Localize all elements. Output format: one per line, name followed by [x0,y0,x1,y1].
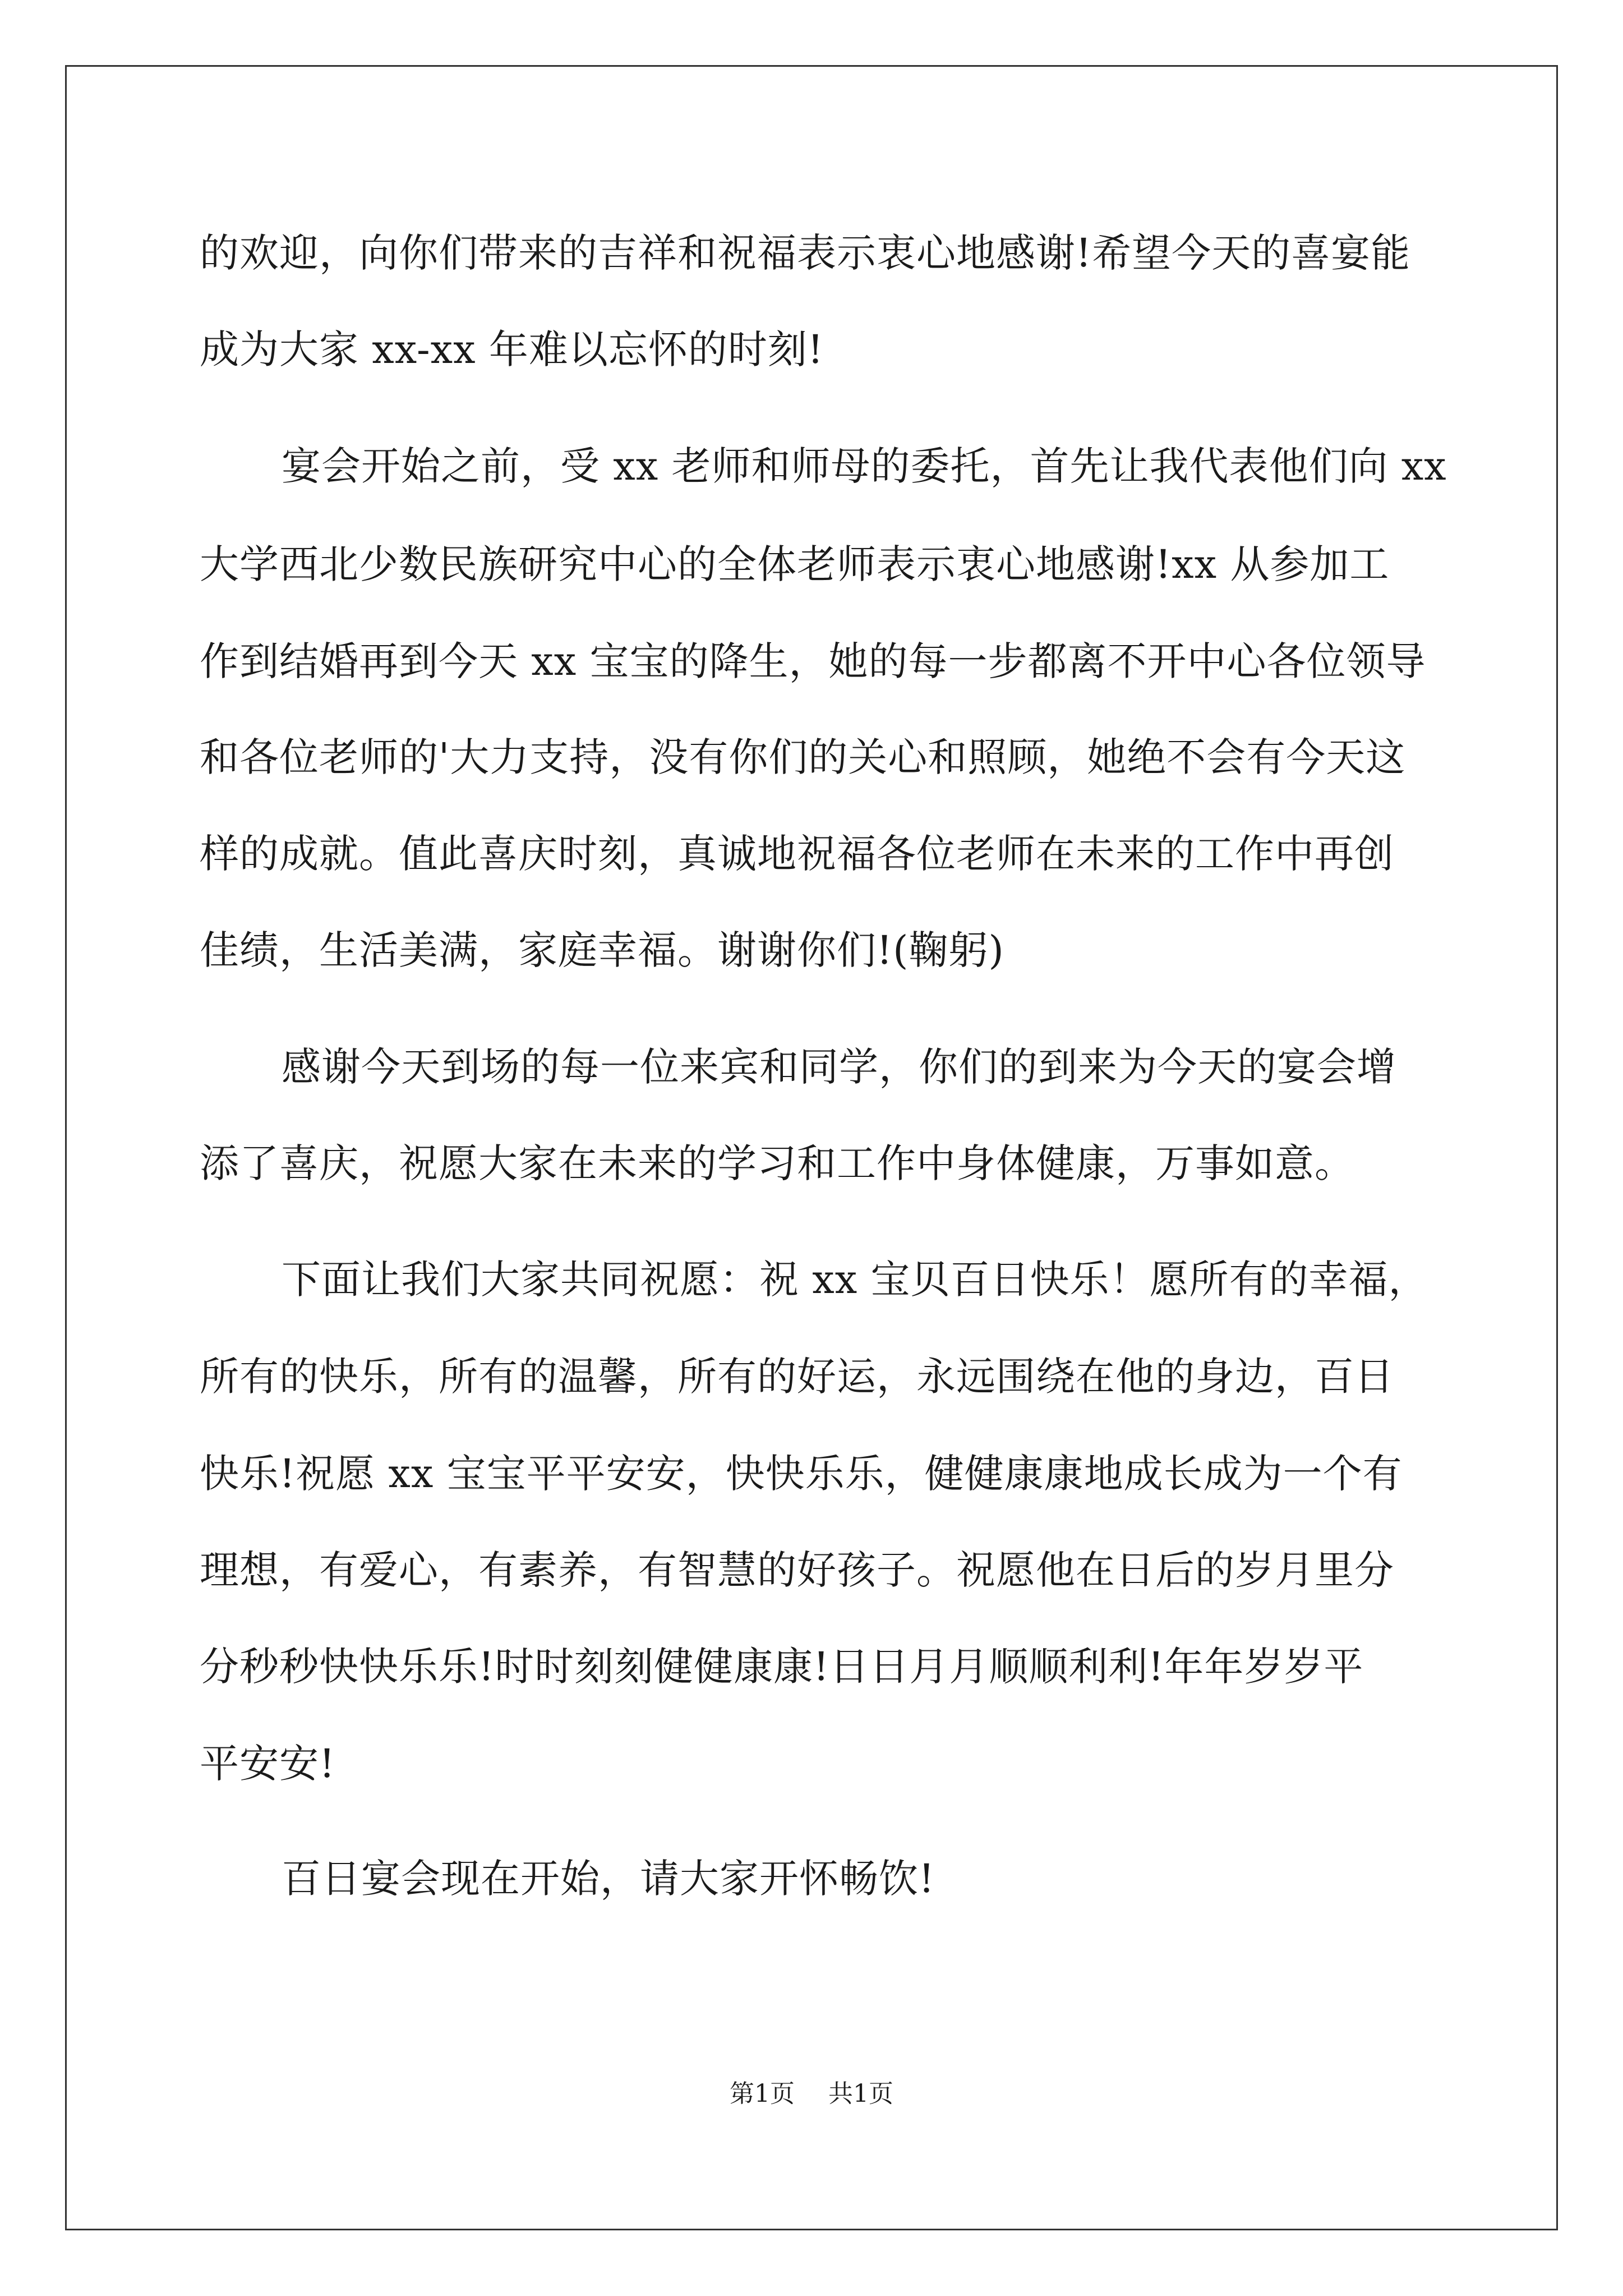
text-line: 的欢迎，向你们带来的吉祥和祝福表示衷心地感谢!希望今天的喜宴能 [200,230,1411,276]
text-line: 佳绩，生活美满，家庭幸福。谢谢你们!(鞠躬) [200,927,1004,973]
text-line: 大学西北少数民族研究中心的全体老师表示衷心地感谢!xx 从参加工 [200,541,1390,587]
text-line: 快乐!祝愿 xx 宝宝平平安安，快快乐乐，健健康康地成长成为一个有 [200,1451,1403,1497]
text-line: 所有的快乐，所有的温馨，所有的好运，永远围绕在他的身边，百日 [200,1354,1394,1400]
page-footer [0,2077,1623,2111]
page-number-current: 第1页 [730,2079,795,2108]
paragraph-start-line: 宴会开始之前，受 xx 老师和师母的委托，首先让我代表他们向 xx [282,443,1447,489]
paragraph-start-line: 百日宴会现在开始，请大家开怀畅饮! [282,1856,935,1902]
text-line: 和各位老师的'大力支持，没有你们的关心和照顾，她绝不会有今天这 [200,734,1406,780]
text-line: 样的成就。值此喜庆时刻，真诚地祝福各位老师在未来的工作中再创 [200,831,1394,877]
paragraph-start-line: 下面让我们大家共同祝愿：祝 xx 宝贝百日快乐！愿所有的幸福， [282,1257,1428,1303]
paragraph-start-line: 感谢今天到场的每一位来宾和同学，你们的到来为今天的宴会增 [282,1044,1396,1090]
text-line: 分秒秒快快乐乐!时时刻刻健健康康!日日月月顺顺利利!年年岁岁平 [200,1644,1364,1690]
text-line: 成为大家 xx-xx 年难以忘怀的时刻! [200,326,824,372]
page-number-total: 共1页 [828,2079,893,2108]
text-line: 平安安! [200,1741,336,1787]
text-line: 理想，有爱心，有素养，有智慧的好孩子。祝愿他在日后的岁月里分 [200,1547,1394,1593]
text-line: 添了喜庆，祝愿大家在未来的学习和工作中身体健康，万事如意。 [200,1140,1354,1186]
text-line: 作到结婚再到今天 xx 宝宝的降生，她的每一步都离不开中心各位领导 [200,638,1426,684]
